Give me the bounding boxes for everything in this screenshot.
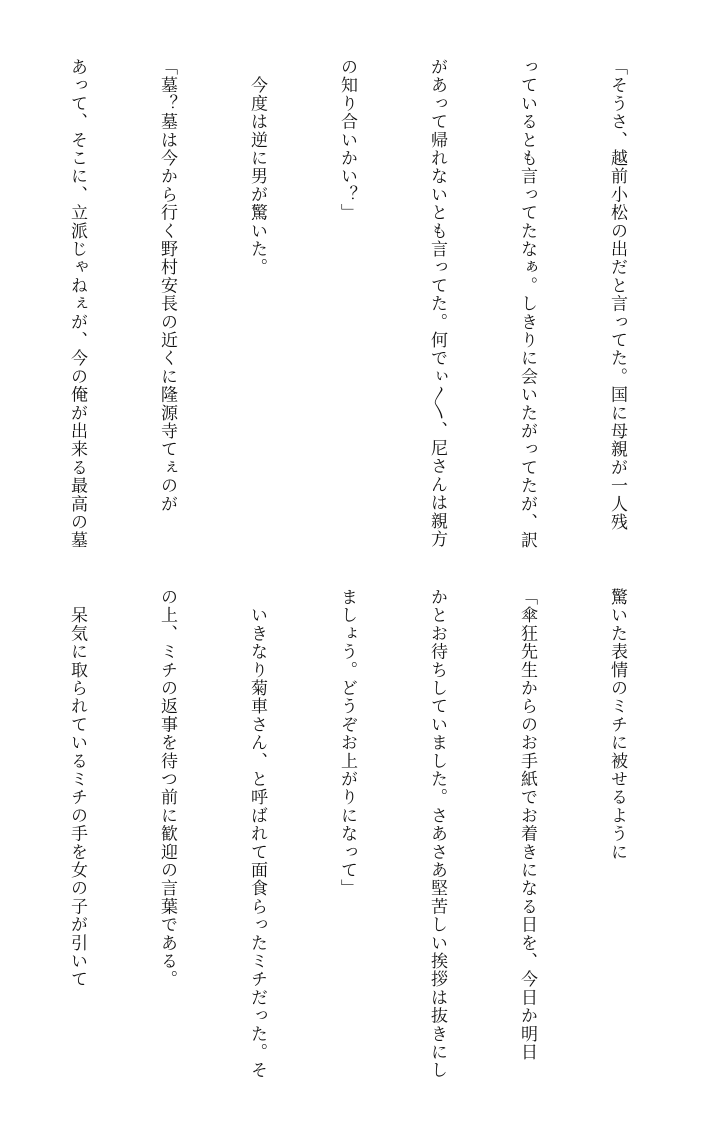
text-line — [0, 588, 2, 1088]
text-line: かとお待ちしていました。さあさあ堅苦しい挨拶は抜きにし — [427, 588, 447, 1080]
text-line — [0, 58, 2, 558]
text-line: 「墓？墓は今から行く野村安長の近くに隆源寺てぇのが — [157, 58, 177, 513]
text-line: 驚いた表情のミチに被せるように — [607, 588, 627, 861]
text-line: 「そうさ、越前小松の出だと言ってた。国に母親が一人残 — [607, 58, 627, 532]
text-line: の上、ミチの返事を待つ前に歓迎の言葉である。 — [157, 588, 177, 989]
text-line: あって、そこに、立派じゃねぇが、今の俺が出来る最高の墓 — [67, 58, 87, 550]
text-block-lower — [22, 588, 692, 1088]
text-line: 「傘狂先生からのお手紙でお着きになる日を、今日か明日 — [517, 588, 537, 1062]
text-line: っているとも言ってたなぁ。しきりに会いたがってたが、訳 — [517, 58, 537, 550]
text-line: ましょう。どうぞお上がりになって」 — [337, 588, 357, 898]
text-line: いきなり菊車さん、と呼ばれて面食らったミチだった。そ — [247, 588, 267, 1080]
text-block-upper — [22, 58, 692, 558]
text-line: 今度は逆に男が驚いた。 — [247, 58, 267, 277]
text-line: 呆気に取られているミチの手を女の子が引いて — [67, 588, 87, 989]
text-line: の知り合いかい？」 — [337, 58, 357, 222]
text-line: があって帰れないとも言ってた。何でぃ〳〵、尼さんは親方 — [427, 58, 447, 549]
